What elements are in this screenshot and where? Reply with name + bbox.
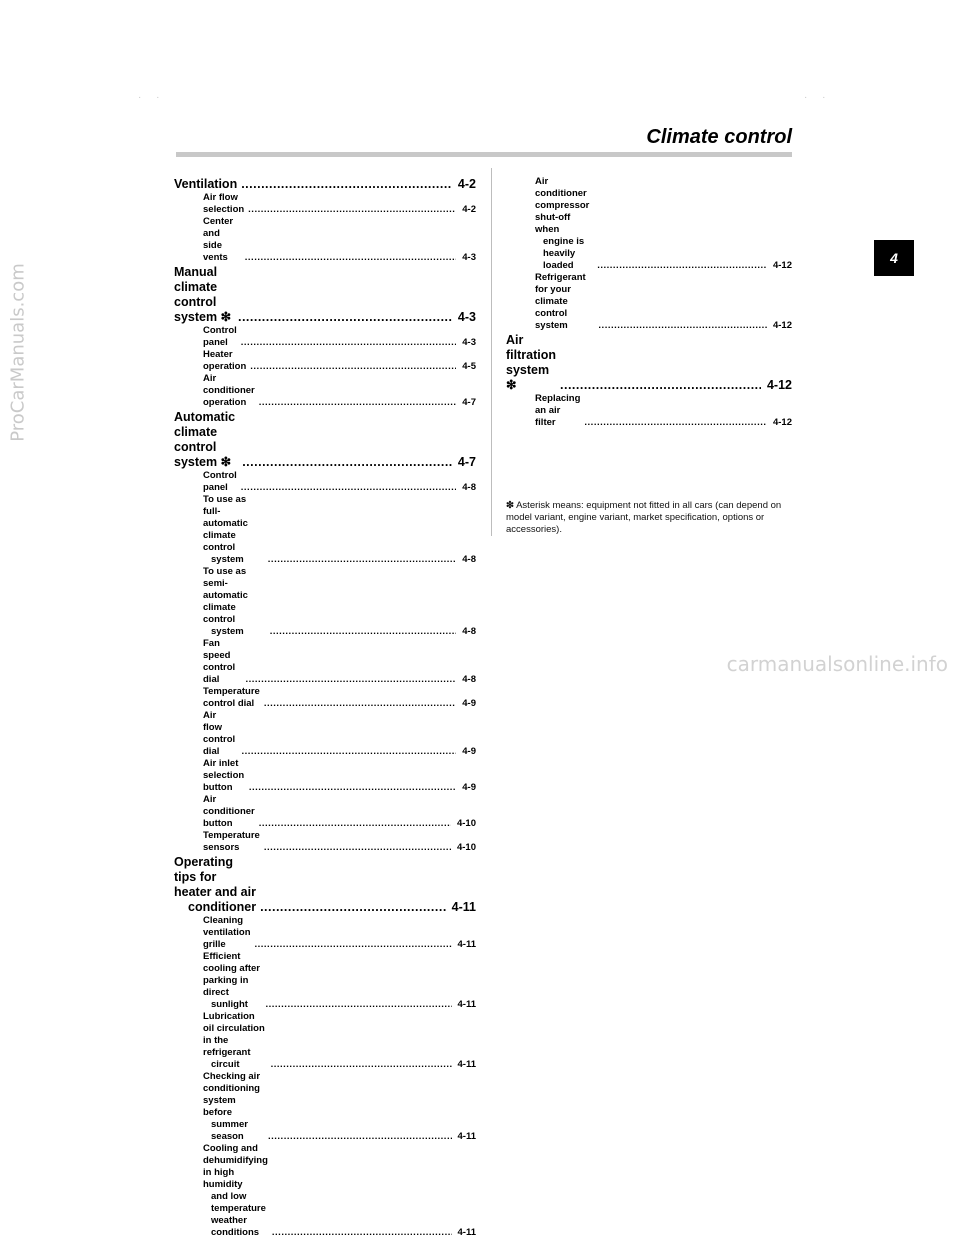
toc-subsection-entry[interactable]	[174, 794, 476, 830]
asterisk-icon: ❇	[506, 500, 514, 511]
toc-subsection-entry[interactable]	[506, 393, 792, 429]
toc-entry-title-continuation: sunlight	[211, 999, 248, 1010]
toc-entry-title	[535, 393, 580, 429]
dot-leader	[241, 482, 456, 494]
toc-entry-title-line: To use as full-automatic climate control	[203, 494, 248, 553]
toc-page-number: 4-11	[457, 1131, 476, 1142]
toc-page-number: 4-11	[451, 900, 476, 914]
column-divider	[491, 168, 492, 536]
toc-page-number: 4-10	[456, 842, 476, 853]
toc-entry-title-line: Air filtration system	[506, 333, 556, 377]
dot-leader	[268, 554, 456, 566]
toc-entry-title-line: Efficient cooling after parking in direct	[203, 951, 261, 998]
toc-entry-title	[174, 855, 256, 915]
toc-entry-title-line: Fan speed control dial	[203, 638, 236, 685]
toc-entry-title-line: Replacing an air filter	[535, 393, 581, 428]
toc-entry-title-line: Control panel	[203, 470, 237, 493]
header-rule	[176, 152, 792, 157]
toc-section-entry[interactable]	[174, 410, 476, 470]
toc-entry-title-line: Refrigerant for your climate control system	[535, 272, 586, 331]
toc-page-number: 4-10	[456, 818, 476, 829]
toc-entry-title	[535, 176, 593, 272]
toc-entry-title	[174, 265, 234, 325]
toc-page-number: 4-2	[457, 177, 476, 191]
toc-entry-title	[203, 1071, 264, 1143]
toc-entry-title-continuation: and low temperature weather conditions	[211, 1191, 266, 1238]
dot-leader	[272, 1227, 452, 1239]
toc-section-entry[interactable]	[174, 855, 476, 915]
toc-subsection-entry[interactable]	[174, 566, 476, 638]
toc-entry-title-line: Heater operation	[203, 349, 247, 372]
dot-leader	[271, 1059, 452, 1071]
toc-page-number: 4-12	[772, 320, 792, 331]
toc-page-number: 4-12	[772, 417, 792, 428]
toc-page-number: 4-9	[462, 746, 476, 757]
toc-entry-title	[203, 349, 246, 373]
chapter-tab[interactable]	[874, 240, 914, 276]
toc-subsection-entry[interactable]	[174, 470, 476, 494]
dot-leader	[245, 674, 456, 686]
toc-page-number: 4-11	[457, 939, 476, 950]
dot-leader	[584, 417, 767, 429]
toc-entry-title-continuation: circuit	[211, 1059, 240, 1070]
toc-entry-title	[203, 325, 237, 349]
dot-leader	[242, 455, 452, 470]
dot-leader	[241, 746, 456, 758]
dot-leader	[255, 939, 452, 951]
toc-entry-title	[535, 272, 594, 332]
toc-page-number: 4-11	[457, 1059, 476, 1070]
toc-page-number: 4-5	[462, 361, 476, 372]
toc-subsection-entry[interactable]	[174, 951, 476, 1011]
toc-page-number: 4-3	[457, 310, 476, 324]
bottom-watermark: carmanualsonline.info	[726, 652, 948, 676]
toc-entry-title	[203, 638, 241, 686]
toc-entry-title-line: To use as semi-automatic climate control	[203, 566, 248, 625]
toc-entry-title	[174, 410, 238, 470]
dot-leader	[241, 177, 452, 192]
toc-left-column	[174, 176, 476, 1239]
toc-page-number: 4-12	[772, 260, 792, 271]
toc-entry-title-line: Air conditioner operation	[203, 373, 255, 408]
toc-section-entry[interactable]	[174, 177, 476, 192]
asterisk-icon: ❇	[220, 455, 232, 469]
toc-subsection-entry[interactable]	[174, 1143, 476, 1239]
toc-subsection-entry[interactable]	[174, 710, 476, 758]
toc-page-number: 4-8	[462, 554, 476, 565]
toc-entry-title-line: Automatic climate control system	[174, 410, 236, 469]
toc-entry-title	[203, 470, 237, 494]
dot-leader	[259, 397, 457, 409]
toc-subsection-entry[interactable]	[174, 494, 476, 566]
toc-page-number: 4-9	[462, 698, 476, 709]
chapter-number: 4	[890, 250, 898, 266]
toc-subsection-entry[interactable]	[506, 272, 792, 332]
toc-entry-title-line: Operating tips for heater and air	[174, 855, 256, 899]
toc-entry-title-line: Air flow selection	[203, 192, 245, 215]
toc-subsection-entry[interactable]	[174, 686, 476, 710]
dot-leader	[268, 1131, 452, 1143]
dot-leader	[238, 310, 452, 325]
toc-page-number: 4-3	[462, 252, 476, 263]
toc-page-number: 4-8	[462, 482, 476, 493]
corner-mark-right: · ·	[804, 92, 832, 103]
toc-entry-title-line: Checking air conditioning system before	[203, 1071, 261, 1118]
toc-subsection-entry[interactable]	[174, 373, 476, 409]
toc-subsection-entry[interactable]	[174, 915, 476, 951]
toc-entry-title	[203, 1143, 268, 1239]
footnote-text: Asterisk means: equipment not fitted in all cars (can depend on model variant, engine variant, market specification, options or accessories).	[506, 500, 782, 535]
toc-section-entry[interactable]	[174, 265, 476, 325]
toc-entry-title-line: Ventilation	[174, 177, 238, 191]
dot-leader	[260, 900, 446, 915]
toc-entry-title	[203, 830, 260, 854]
toc-entry-title	[174, 177, 237, 192]
toc-entry-title	[203, 915, 251, 951]
toc-page-number: 4-9	[462, 782, 476, 793]
dot-leader	[241, 337, 456, 349]
dot-leader	[264, 698, 456, 710]
toc-right-column	[506, 176, 792, 429]
toc-entry-title	[203, 566, 266, 638]
toc-page-number: 4-11	[457, 999, 476, 1010]
dot-leader	[250, 361, 456, 373]
toc-page-number: 4-8	[462, 674, 476, 685]
toc-subsection-entry[interactable]	[174, 1011, 476, 1071]
toc-entry-title-line: Cooling and dehumidifying in high humidity	[203, 1143, 268, 1190]
toc-entry-title-line: Temperature sensors	[203, 830, 260, 853]
asterisk-icon: ❇	[220, 310, 232, 324]
toc-entry-title-line: Air conditioner compressor shut-off when	[535, 176, 590, 235]
dot-leader	[264, 842, 451, 854]
toc-entry-title-continuation: summer season	[211, 1119, 248, 1142]
toc-section-entry[interactable]	[506, 333, 792, 393]
toc-entry-title-continuation: system	[211, 626, 244, 637]
toc-entry-title	[203, 192, 244, 216]
toc-entry-title	[203, 710, 237, 758]
corner-mark-left: · ·	[138, 92, 166, 103]
toc-entry-title-continuation: system	[211, 554, 244, 565]
toc-entry-title-line: Manual climate control system	[174, 265, 218, 324]
toc-subsection-entry[interactable]	[174, 192, 476, 216]
toc-entry-title-line: Temperature control dial	[203, 686, 260, 709]
dot-leader	[248, 204, 456, 216]
dot-leader	[598, 320, 767, 332]
toc-entry-title-continuation: conditioner	[188, 900, 257, 914]
dot-leader	[560, 378, 761, 393]
page-title: Climate control	[646, 126, 792, 148]
toc-entry-title	[203, 373, 255, 409]
toc-subsection-entry[interactable]	[174, 325, 476, 349]
toc-entry-title-line: Cleaning ventilation grille	[203, 915, 251, 950]
dot-leader	[270, 626, 457, 638]
toc-entry-title	[203, 686, 260, 710]
dot-leader	[265, 999, 451, 1011]
toc-page-number: 4-7	[462, 397, 476, 408]
dot-leader	[245, 252, 456, 264]
toc-entry-title-line: Lubrication oil circulation in the refrigerant	[203, 1011, 265, 1058]
toc-entry-title	[203, 758, 245, 794]
toc-page-number: 4-11	[457, 1227, 476, 1238]
toc-entry-title-line: Air flow control dial	[203, 710, 236, 757]
toc-entry-title	[203, 1011, 267, 1071]
asterisk-footnote	[506, 500, 794, 536]
toc-entry-title	[203, 794, 255, 830]
asterisk-icon: ❇	[506, 378, 517, 392]
toc-entry-title-continuation: engine is heavily loaded	[543, 236, 585, 271]
toc-subsection-entry[interactable]	[174, 830, 476, 854]
toc-entry-title	[506, 333, 556, 393]
toc-subsection-entry[interactable]	[174, 1071, 476, 1143]
toc-entry-title-line: Control panel	[203, 325, 237, 348]
toc-page-number: 4-2	[462, 204, 476, 215]
dot-leader	[249, 782, 456, 794]
toc-entry-title-line: Air conditioner button	[203, 794, 255, 829]
dot-leader	[597, 260, 767, 272]
toc-page-number: 4-3	[462, 337, 476, 348]
toc-entry-title	[203, 494, 264, 566]
toc-entry-title-line: Air inlet selection button	[203, 758, 245, 793]
toc-page-number: 4-12	[766, 378, 792, 392]
toc-subsection-entry[interactable]	[174, 758, 476, 794]
toc-page-number: 4-8	[462, 626, 476, 637]
toc-page-number: 4-7	[457, 455, 476, 469]
toc-subsection-entry[interactable]	[174, 349, 476, 373]
toc-subsection-entry[interactable]	[506, 176, 792, 272]
toc-subsection-entry[interactable]	[174, 638, 476, 686]
dot-leader	[259, 818, 451, 830]
toc-entry-title	[203, 216, 241, 264]
toc-subsection-entry[interactable]	[174, 216, 476, 264]
side-watermark: ProCarManuals.com	[7, 263, 29, 442]
toc-entry-title	[203, 951, 261, 1011]
toc-entry-title-line: Center and side vents	[203, 216, 234, 263]
